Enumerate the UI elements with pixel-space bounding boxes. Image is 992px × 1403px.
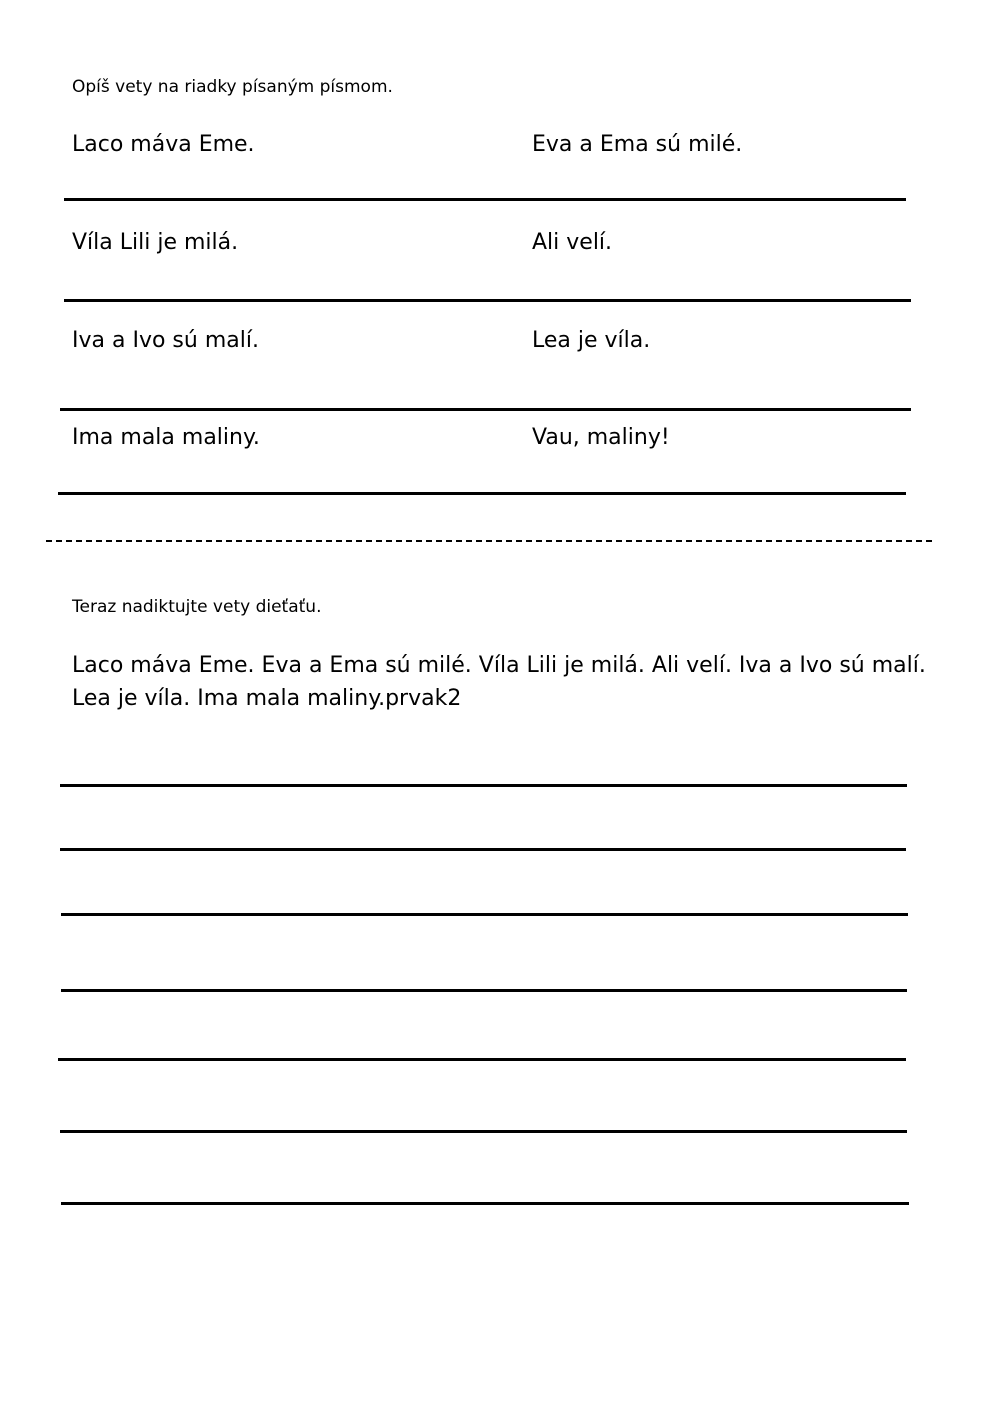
sentence-right-2: Ali velí. (532, 230, 613, 255)
dashed-cut-line (46, 540, 932, 542)
writing-line (61, 913, 908, 916)
writing-line (60, 1130, 907, 1133)
dictation-text: Laco máva Eme. Eva a Ema sú milé. Víla Lili je milá. Ali velí. Iva a Ivo sú malí. Lea je víla. Ima mala maliny.prvak2 (72, 653, 926, 711)
writing-line (61, 1202, 909, 1205)
copy-instruction: Opíš vety na riadky písaným písmom. (72, 77, 393, 97)
dictation-instruction: Teraz nadiktujte vety dieťaťu. (72, 597, 322, 617)
writing-line (64, 299, 911, 302)
sentence-left-2: Víla Lili je milá. (72, 230, 239, 255)
sentence-right-1: Eva a Ema sú milé. (532, 132, 743, 157)
sentence-left-4: Ima mala maliny. (72, 425, 260, 450)
writing-line (58, 1058, 906, 1061)
sentence-right-3: Lea je víla. (532, 328, 651, 353)
writing-line (61, 989, 907, 992)
writing-line (58, 492, 906, 495)
writing-line (60, 408, 911, 411)
writing-line (64, 198, 906, 201)
sentence-left-1: Laco máva Eme. (72, 132, 255, 157)
writing-line (60, 784, 907, 787)
writing-line (60, 848, 906, 851)
sentence-right-4: Vau, maliny! (532, 425, 670, 450)
sentence-left-3: Iva a Ivo sú malí. (72, 328, 259, 353)
